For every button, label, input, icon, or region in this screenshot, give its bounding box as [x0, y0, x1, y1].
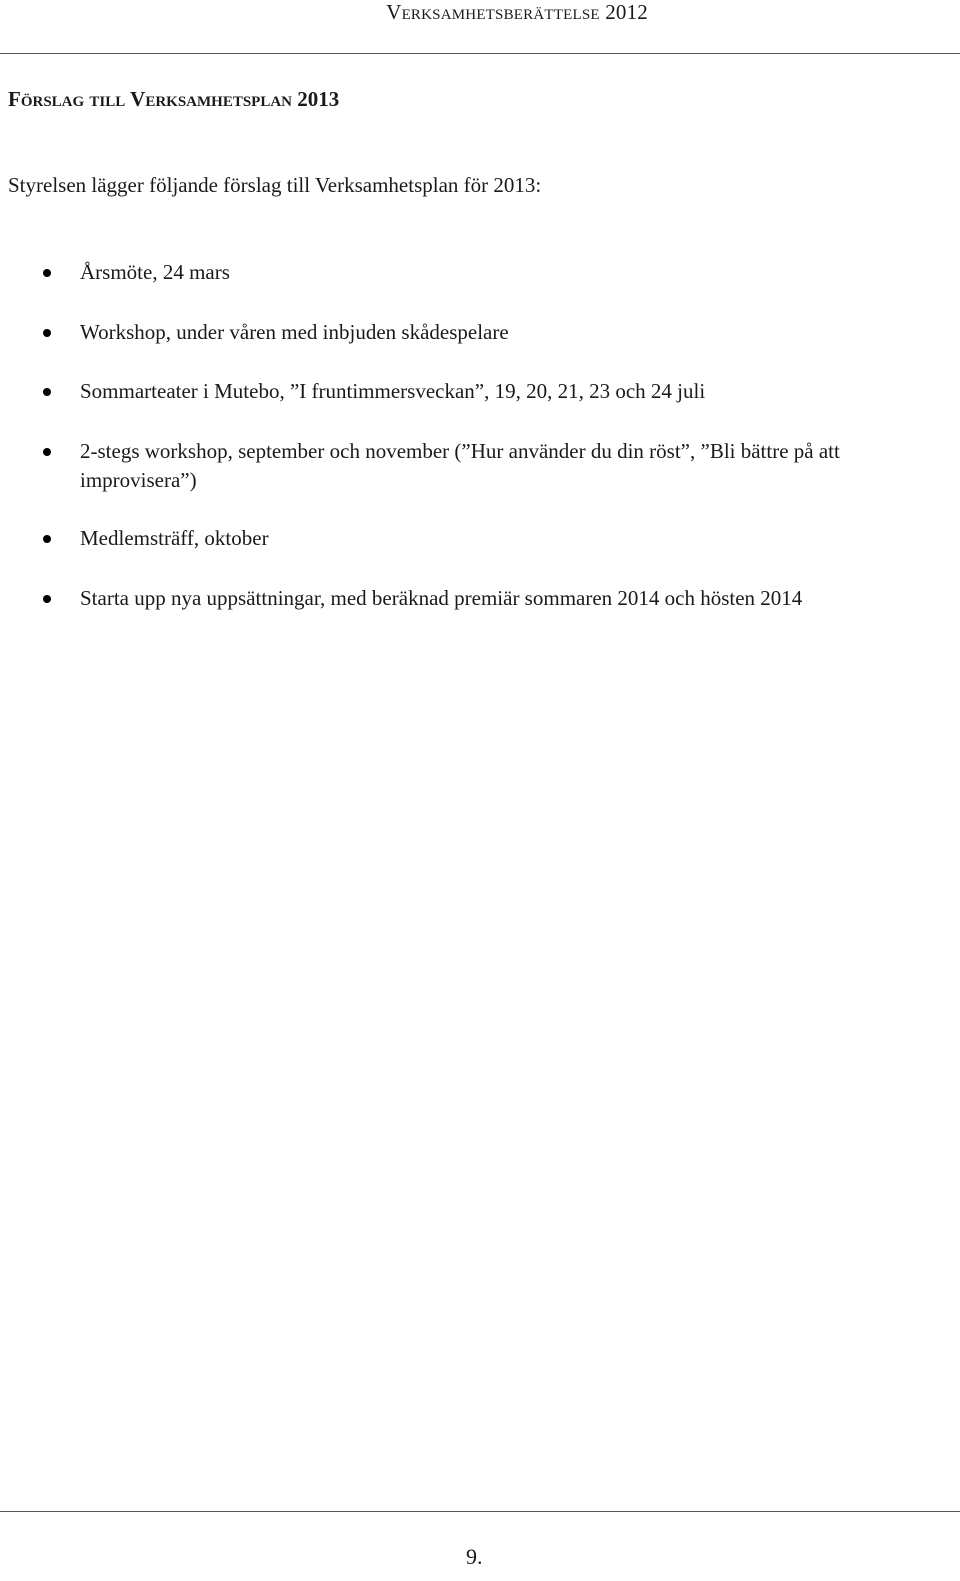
bullet-icon [43, 269, 51, 277]
list-item-text: Workshop, under våren med inbjuden skådespelare [80, 320, 509, 344]
bullet-icon [43, 535, 51, 543]
list-item-text: Starta upp nya uppsättningar, med beräknad premiär sommaren 2014 och hösten 2014 [80, 586, 803, 610]
bullet-icon [43, 448, 51, 456]
bullet-icon [43, 595, 51, 603]
list-item-text: Sommarteater i Mutebo, ”I fruntimmersveckan”, 19, 20, 21, 23 och 24 juli [80, 379, 706, 403]
footer-divider [0, 1511, 960, 1512]
list-item-text: 2-stegs workshop, september och november (”Hur använder du din röst”, ”Bli bättre på att improvisera”) [80, 439, 840, 492]
list-item-text: Årsmöte, 24 mars [80, 260, 230, 284]
intro-paragraph: Styrelsen lägger följande förslag till Verksamhetsplan för 2013: [8, 173, 542, 197]
page-number: 9. [466, 1544, 483, 1569]
running-header-title: Verksamhetsberättelse 2012 [386, 0, 648, 24]
section-heading: Förslag till Verksamhetsplan 2013 [8, 87, 340, 111]
bullet-icon [43, 388, 51, 396]
bullet-icon [43, 329, 51, 337]
header-divider [0, 53, 960, 54]
list-item-text: Medlemsträff, oktober [80, 526, 269, 550]
